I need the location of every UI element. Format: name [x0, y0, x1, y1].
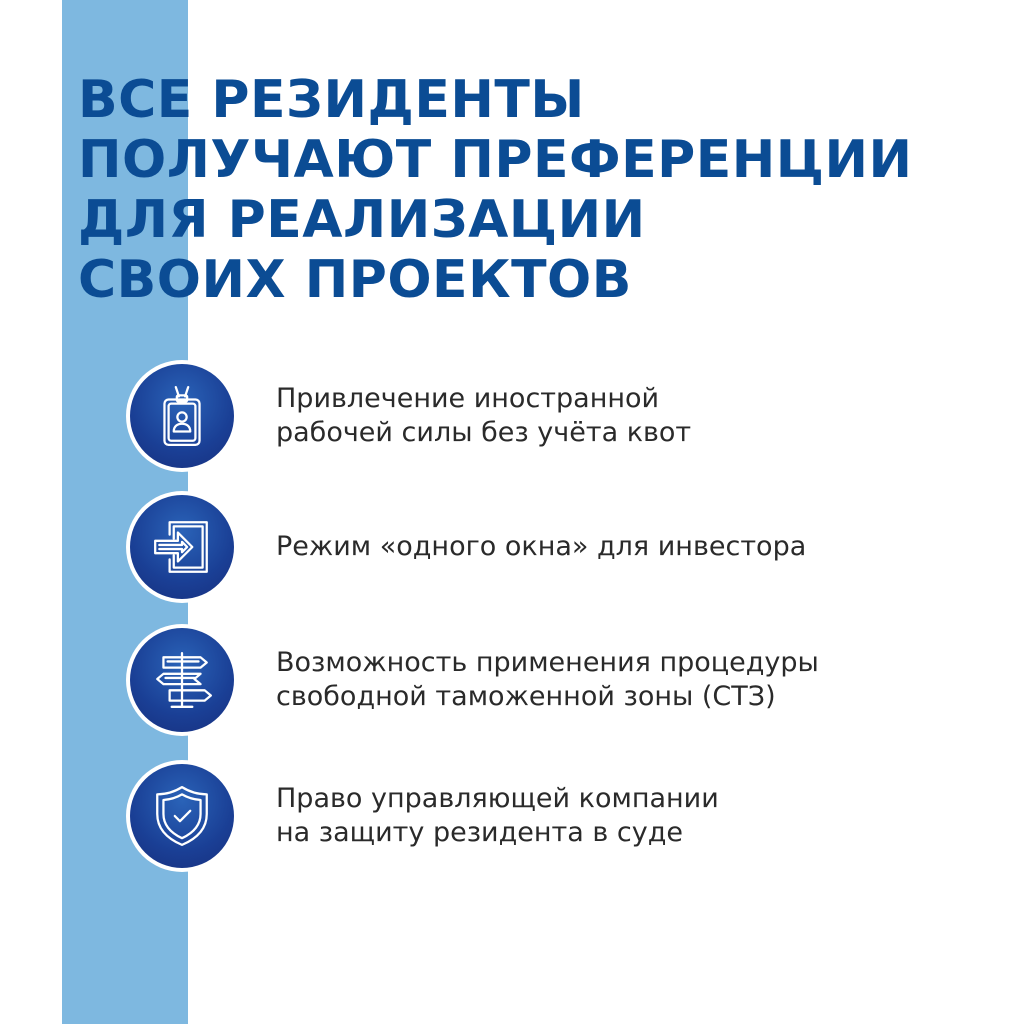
icon-circle: [130, 495, 234, 599]
icon-circle: [130, 764, 234, 868]
benefit-text-line: Режим «одного окна» для инвестора: [276, 531, 807, 562]
headline-line: ДЛЯ РЕАЛИЗАЦИИ: [78, 190, 646, 250]
benefit-text: [276, 646, 819, 714]
icon-circle: [130, 628, 234, 732]
icon-badge: [126, 491, 238, 603]
icon-badge: [126, 360, 238, 472]
benefit-item-single-window: [124, 485, 1004, 609]
icon-circle: [130, 364, 234, 468]
benefit-text-line: свободной таможенной зоны (СТЗ): [276, 681, 776, 712]
headline-line: ВСЕ РЕЗИДЕНТЫ: [78, 70, 585, 130]
benefit-text-line: рабочей силы без учёта квот: [276, 417, 692, 448]
benefit-text-line: Привлечение иностранной: [276, 383, 660, 414]
sign-in-icon: [149, 514, 215, 580]
benefit-item-foreign-workforce: [124, 354, 1004, 478]
benefit-item-legal-protection: [124, 754, 1004, 878]
icon-badge: [126, 624, 238, 736]
benefit-text: [276, 382, 691, 450]
headline-line: СВОИХ ПРОЕКТОВ: [78, 250, 632, 310]
id-badge-icon: [149, 383, 215, 449]
headline-line: ПОЛУЧАЮТ ПРЕФЕРЕНЦИИ: [78, 130, 913, 190]
signpost-icon: [149, 647, 215, 713]
benefit-text: [276, 782, 719, 850]
benefit-item-free-customs-zone: [124, 618, 1004, 742]
benefit-text-line: Возможность применения процедуры: [276, 647, 819, 678]
benefit-text-line: на защиту резидента в суде: [276, 817, 683, 848]
benefit-text: [276, 530, 806, 564]
benefit-text-line: Право управляющей компании: [276, 783, 719, 814]
shield-check-icon: [149, 783, 215, 849]
icon-badge: [126, 760, 238, 872]
headline: [78, 70, 913, 310]
